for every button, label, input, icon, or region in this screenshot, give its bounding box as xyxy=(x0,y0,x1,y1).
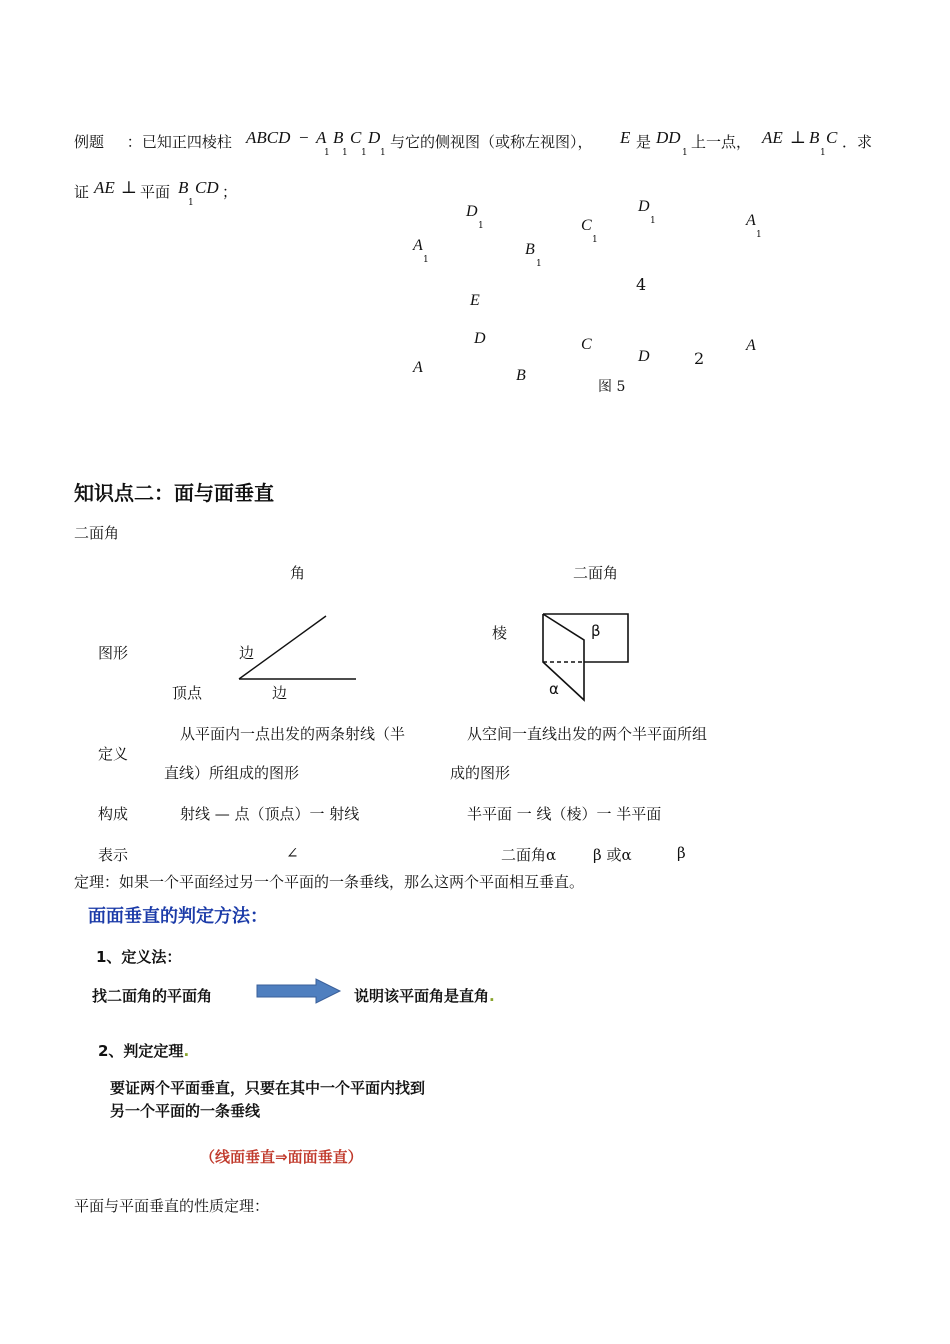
prism-name: ABCD xyxy=(246,128,291,147)
section-heading: 知识点二：面与面垂直 xyxy=(74,481,274,505)
methods-title: 面面垂直的判定方法： xyxy=(88,906,268,927)
vertex-label: 顶点 xyxy=(172,684,203,702)
right-arrow-icon xyxy=(256,978,342,1004)
edge-label-top: 边 xyxy=(239,644,255,662)
row-definition: 定义 xyxy=(98,745,129,763)
beta-label: β xyxy=(591,622,601,640)
method-2-line-2: 另一个平面的一条垂线 xyxy=(110,1102,261,1120)
example-line-1: 例题 ：已知正四棱柱 xyxy=(74,133,232,151)
edge-label-bottom: 边 xyxy=(272,684,288,702)
alpha-label: α xyxy=(549,680,559,698)
method-1-title: 1、定义法： xyxy=(96,948,182,966)
method-1-left: 找二面角的平面角 xyxy=(92,987,213,1005)
method-2-note: （线面垂直⇒面面垂直） xyxy=(200,1148,363,1166)
theorem-text: 定理：如果一个平面经过另一个平面的一条垂线，那么这两个平面相互垂直。 xyxy=(74,873,585,891)
row-notation: 表示 xyxy=(98,846,129,864)
example-label: 例题 xyxy=(74,133,105,151)
method-1-right: 说明该平面角是直角. xyxy=(354,987,495,1005)
row-figure: 图形 xyxy=(98,644,129,662)
method-2-title: 2、判定定理. xyxy=(98,1042,190,1060)
col-header-angle: 角 xyxy=(290,564,306,582)
figure-caption: 图 5 xyxy=(598,379,626,395)
dihedral-label: 二面角 xyxy=(74,524,120,542)
property-text: 平面与平面垂直的性质定理： xyxy=(74,1197,270,1215)
row-composition: 构成 xyxy=(98,805,129,823)
method-2-line-1: 要证两个平面垂直，只要在其中一个平面内找到 xyxy=(110,1079,426,1097)
col-header-dihedral: 二面角 xyxy=(573,564,619,582)
ridge-label: 棱 xyxy=(492,624,508,642)
